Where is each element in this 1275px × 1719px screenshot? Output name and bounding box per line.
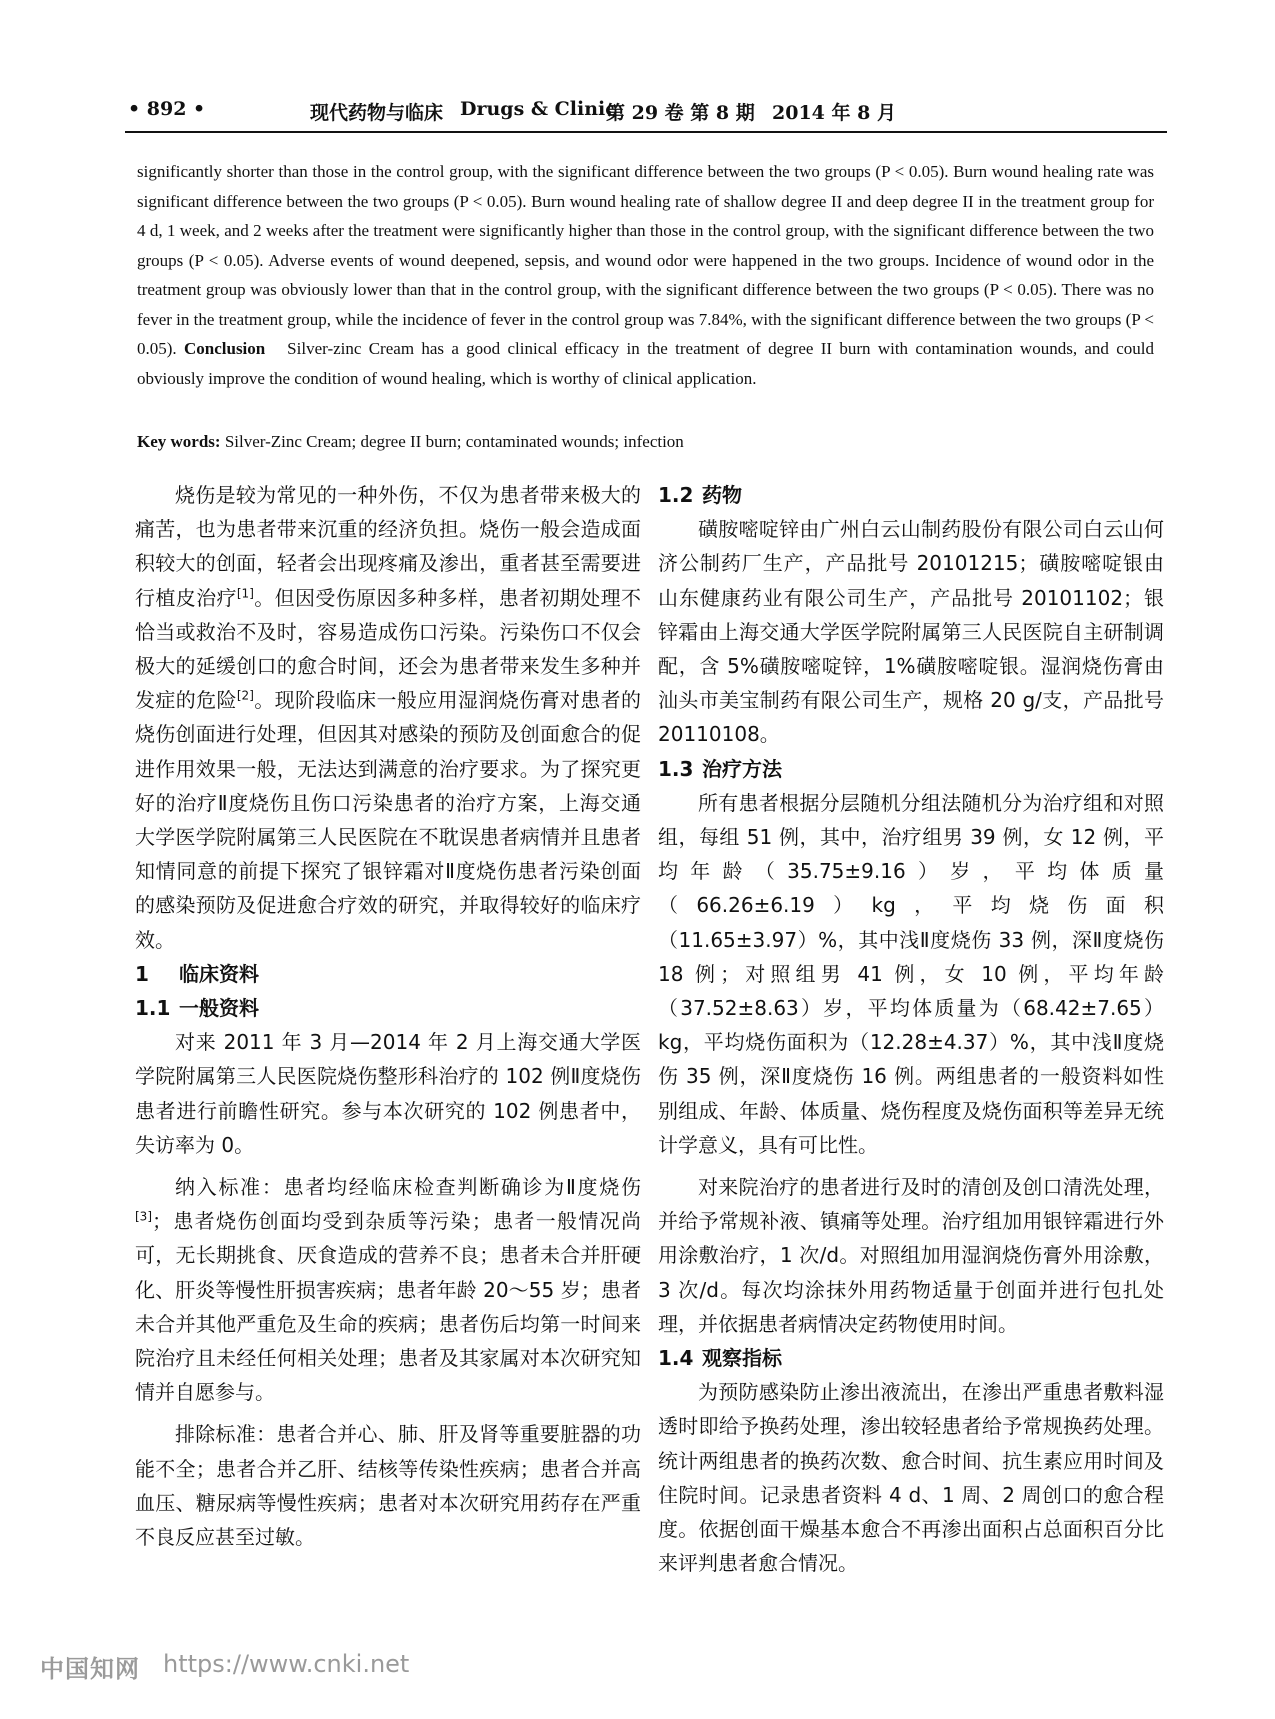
drugs-paragraph: 磺胺嘧啶锌由广州白云山制药股份有限公司白云山何济公制药厂生产，产品批号 20101215；磺胺嘧啶银由山东健康药业有限公司生产，产品批号 20101102；银锌霜由上海交通大学医学院附属第三人民医院自主研制调配，含 5%磺胺嘧啶锌，1%磺胺嘧啶银。湿润烧伤膏由汕头市美宝制药有限公司生产，规格 20 g/支，产品批号 20110108。: [658, 517, 1164, 747]
keywords-label: Key words:: [137, 432, 221, 451]
journal-title-en: Drugs & Clinic: [460, 98, 617, 120]
intro-text-b: 。但因受伤原因多种多样，患者初期处理不恰当或救治不及时，容易造成伤口污染。污染伤口不仅会极大的延缓创口的愈合时间，还会为患者带来发生多种并发症的危险: [135, 585, 641, 713]
section-title: 治疗方法: [702, 756, 782, 781]
abstract-results-text: significantly shorter than those in the control group, with the significant difference between the two groups (P < 0.05). Burn wound healing rate was significant difference between the two groups (P < 0.05). Burn wound healing rate of shallow degree II and deep degree II in the treatment group for 4 d, 1 week, and 2 weeks after the treatment were significantly higher than those in the control group, with the significant difference between the two groups (P < 0.05). Adverse events of wound deepened, sepsis, and wound odor were happened in the two groups. Incidence of wound odor in the treatment group was obviously lower than that in the control group, with the significant difference between the two groups (P < 0.05). There was no fever in the treatment group, while the incidence of fever in the control group was 7.84%, with the significant difference between the two groups (P < 0.05).: [137, 162, 1154, 358]
cnki-url[interactable]: https://www.cnki.net: [163, 1650, 410, 1678]
citation-1[interactable]: [1]: [236, 585, 254, 600]
page-number: • 892 •: [128, 98, 206, 120]
inclusion-criteria-paragraph: [135, 1170, 641, 1409]
issue-date: 2014 年 8 月: [772, 102, 896, 124]
section-title: 一般资料: [179, 996, 259, 1021]
section-title: 药物: [702, 483, 742, 507]
section-heading-1-1: [135, 991, 641, 1025]
citation-3[interactable]: [3]: [135, 1209, 152, 1224]
right-column: [658, 478, 1164, 1581]
section-number: 1: [135, 961, 149, 986]
method-paragraph-2: 对来院治疗的患者进行及时的清创及创口清洗处理，并给予常规补液、镇痛等处理。治疗组加用银锌霜进行外用涂敷治疗，1 次/d。对照组加用湿润烧伤膏外用涂敷，3 次/d。每次均涂抹外用药物适量于创面并进行包扎处理，并依据患者病情决定药物使用时间。: [658, 1175, 1164, 1336]
section-heading-1-4: [658, 1341, 1164, 1375]
section-heading-1: [135, 957, 641, 991]
exclusion-criteria-paragraph: 排除标准：患者合并心、肺、肝及肾等重要脏器的功能不全；患者合并乙肝、结核等传染性疾病；患者合并高血压、糖尿病等慢性疾病；患者对本次研究用药存在严重不良反应甚至过敏。: [135, 1422, 641, 1550]
intro-text-c: 。现阶段临床一般应用湿润烧伤膏对患者的烧伤创面进行处理，但因其对感染的预防及创面愈合的促进作用效果一般，无法达到满意的治疗要求。为了探究更好的治疗Ⅱ度烧伤且伤口污染患者的治疗方案，上海交通大学医学院附属第三人民医院在不耽误患者病情并且患者知情同意的前提下探究了银锌霜对Ⅱ度烧伤患者污染创面的感染预防及促进愈合疗效的研究，并取得较好的临床疗效。: [135, 688, 641, 952]
section-number: 1.1: [135, 996, 171, 1021]
conclusion-label: Conclusion: [183, 339, 266, 358]
general-info-paragraph: 对来 2011 年 3 月—2014 年 2 月上海交通大学医学院附属第三人民医院烧伤整形科治疗的 102 例Ⅱ度烧伤患者进行前瞻性研究。参与本次研究的 102 例患者中，失访率为 0。: [135, 1030, 641, 1157]
volume-issue: 第 29 卷 第 8 期: [606, 102, 755, 124]
inclusion-text-b: ；患者烧伤创面均受到杂质等污染；患者一般情况尚可，无长期挑食、厌食造成的营养不良；患者未合并肝硬化、肝炎等慢性肝损害疾病；患者年龄 20～55 岁；患者未合并其他严重危及生命的疾病；患者伤后均第一时间来院治疗且未经任何相关处理；患者及其家属对本次研究知情并自愿参与。: [135, 1209, 641, 1405]
cnki-logo: 中国知网: [40, 1655, 140, 1683]
section-heading-1-3: [658, 752, 1164, 786]
inclusion-text-a: 纳入标准：患者均经临床检查判断确诊为Ⅱ度烧伤: [175, 1175, 641, 1200]
english-abstract: [137, 157, 1154, 393]
citation-2[interactable]: [2]: [236, 688, 254, 703]
abstract-conclusion-text: Silver-zinc Cream has a good clinical efficacy in the treatment of degree II burn with contamination wounds, and could obviously improve the condition of wound healing, which is worthy of clinical application.: [137, 339, 1154, 388]
intro-paragraph: [135, 478, 641, 957]
left-column: [135, 478, 641, 1554]
section-number: 1.4: [658, 1346, 694, 1371]
section-number: 1.3: [658, 756, 694, 781]
intro-text-a: 烧伤是较为常见的一种外伤，不仅为患者带来极大的痛苦，也为患者带来沉重的经济负担。烧伤一般会造成面积较大的创面，轻者会出现疼痛及渗出，重者甚至需要进行植皮治疗: [135, 483, 641, 610]
method-paragraph-1: 所有患者根据分层随机分组法随机分为治疗组和对照组，每组 51 例，其中，治疗组男 39 例，女 12 例，平均年龄（35.75±9.16）岁，平均体质量（66.26±6.19）kg，平均烧伤面积（11.65±3.97）%，其中浅Ⅱ度烧伤 33 例，深Ⅱ度烧伤 18 例；对照组男 41 例，女 10 例，平均年龄（37.52±8.63）岁，平均体质量为（68.42±7.65）kg，平均烧伤面积为（12.28±4.37）%，其中浅Ⅱ度烧伤 35 例，深Ⅱ度烧伤 16 例。两组患者的一般资料如性别组成、年龄、体质量、烧伤程度及烧伤面积等差异无统计学意义，具有可比性。: [658, 790, 1164, 1157]
section-title: 临床资料: [179, 961, 259, 986]
keywords: [137, 428, 1154, 456]
journal-title-cn: 现代药物与临床: [310, 102, 444, 124]
observation-paragraph: 为预防感染防止渗出液流出，在渗出严重患者敷料湿透时即给予换药处理，渗出较轻患者给予常规换药处理。统计两组患者的换药次数、愈合时间、抗生素应用时间及住院时间。记录患者资料 4 d、1 周、2 周创口的愈合程度。依据创面干燥基本愈合不再渗出面积占总面积百分比来评判患者愈合情况。: [658, 1380, 1164, 1576]
section-heading-1-2: [658, 478, 1164, 512]
header-rule: [125, 131, 1167, 133]
section-title: 观察指标: [702, 1346, 782, 1371]
keywords-text: Silver-Zinc Cream; degree II burn; contaminated wounds; infection: [224, 432, 684, 451]
section-number: 1.2: [658, 483, 694, 507]
running-header: [125, 98, 1167, 128]
